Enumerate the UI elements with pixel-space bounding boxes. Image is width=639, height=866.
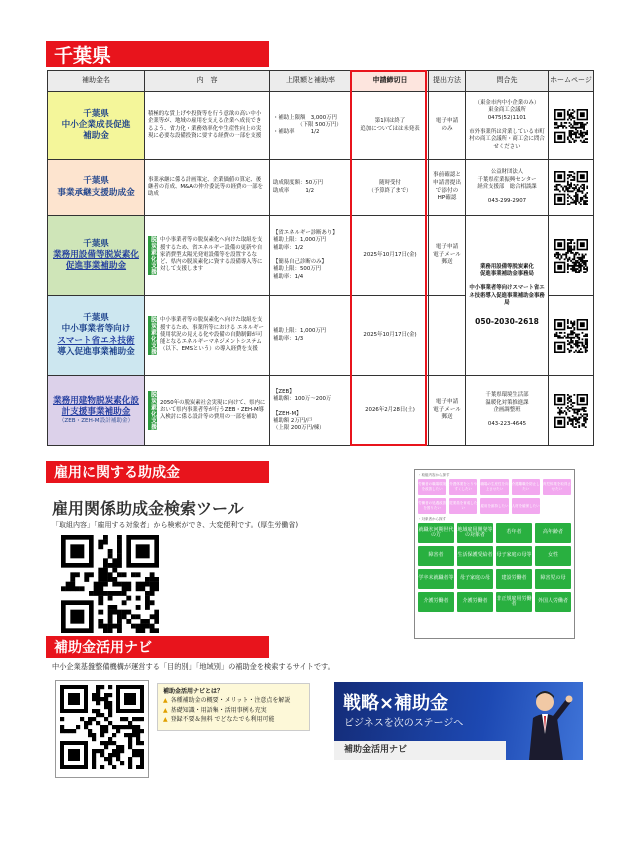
- target-button[interactable]: 建設労働者: [496, 569, 532, 589]
- grant-method: 電子申請 電子メール 郵送: [429, 216, 466, 296]
- col-header-method: 提出方法: [429, 71, 466, 92]
- table-row: [48, 216, 594, 296]
- col-header-content: 内 容: [145, 71, 270, 92]
- banner-footer: 補助金活用ナビ: [334, 741, 506, 760]
- qr-code-icon: [549, 109, 593, 143]
- target-button[interactable]: 障害児の母: [535, 569, 571, 589]
- grant-method: 電子申請 電子メール 郵送: [429, 376, 466, 446]
- tool-qr[interactable]: [61, 535, 159, 637]
- grant-contact: 千葉県環境生活部 温暖化対策推進課 企画調整班 043-223-4645: [466, 376, 549, 446]
- grant-limit: 助成限度額：50万円 助成率 1/2: [270, 160, 352, 216]
- purpose-button[interactable]: 従業員を育成したい: [449, 498, 477, 514]
- homepage-qr[interactable]: [549, 296, 594, 376]
- target-button[interactable]: 生活保護受給者: [457, 546, 493, 566]
- qr-code-icon: [549, 239, 593, 273]
- navi-box-item: ▲ 基礎知識・用語集・活用事例も充実: [163, 706, 267, 714]
- homepage-qr[interactable]: [549, 376, 594, 446]
- grant-method: 電子申請 のみ: [429, 92, 466, 160]
- grant-limit: 【ZEB】 補助額：100万～200万 【ZEH-M】 補助額 2万円/戸 （上限 200万円/棟）: [270, 376, 352, 446]
- homepage-qr[interactable]: [549, 160, 594, 216]
- grant-content: 脱炭素化支援 中小事業者等の脱炭素化へ向けた取組を支援するため、省エネルギー設備の更新や自家消費型太陽光発電設備等を設置するなど、県内の脱炭素化に資する設備導入等に対して支援します: [145, 216, 270, 296]
- bulb-icon: ▲: [163, 697, 168, 705]
- col-header-limit: 上限額と補助率: [270, 71, 352, 92]
- decarbonization-tag: 脱炭素化支援: [149, 316, 157, 355]
- qr-code-icon: [61, 618, 159, 637]
- purpose-button[interactable]: 職場の生産性を向上させたい: [480, 479, 508, 495]
- grant-deadline: 2025年10月17日(金): [352, 296, 429, 376]
- navi-header: [46, 636, 269, 658]
- tool-title: 雇用関係助成金検索ツール: [52, 499, 244, 518]
- target-button[interactable]: 介護労働者: [457, 592, 493, 612]
- grant-limit: 補助上限：1,000万円 補助率：1/3: [270, 296, 352, 376]
- qr-code-icon: [549, 171, 593, 205]
- grant-method: [429, 296, 466, 376]
- grant-table: [47, 70, 594, 446]
- target-button[interactable]: 非正規雇用労働者: [496, 592, 532, 612]
- businessman-illustration: [511, 688, 575, 760]
- employment-header: [46, 461, 269, 483]
- col-header-contact: 問合先: [466, 71, 549, 92]
- col-header-deadline: 申請締切日: [352, 71, 429, 92]
- homepage-qr[interactable]: [549, 216, 594, 296]
- qr-code-icon: [60, 754, 144, 773]
- grant-deadline: 随時受付 （予算終了まで）: [352, 160, 429, 216]
- grant-content: 脱炭素化支援 2050年の脱炭素社会実現に向けて、県内において県内事業者等が行うZEB・ZEH-M導入検討に係る設計等の費用の一部を補助: [145, 376, 270, 446]
- col-header-homepage: ホームページ: [549, 71, 594, 92]
- grant-name: 千葉県 事業承継支援助成金: [48, 160, 145, 216]
- grant-deadline: 2026年2月28日(土): [352, 376, 429, 446]
- purpose-button[interactable]: 労働者の職場環境を改善したい: [418, 479, 446, 495]
- target-button[interactable]: 女性: [535, 546, 571, 566]
- tool-thumbnail[interactable]: ・取組内容から探す 労働者の職場環境を改善したい 介護休業をとりやすくしたい 職場の生産性を向上させたい 介護離職を防止したい 育児休業を取得させたい 労働者の処遇改善を図りたい 従業員を育成したい 雇用を維持したい 人材を確保したい ・対象者から探す 就職氷河期世代の方 地域雇用開発等の対象者 若年者 高年齢者 障害者 生活保護受給者 母子家庭の母等 女性 学卒未就職者等 母子家庭の母 建設労働者 障害児の母 介護労働者 介護労働者 非正規雇用労働者 外国人労働者: [414, 469, 575, 639]
- col-header-name: 補助金名: [48, 71, 145, 92]
- navi-banner[interactable]: [334, 682, 583, 760]
- prefecture-title: 千葉県: [54, 44, 112, 67]
- grant-content: 積極的な賃上げや投資等を行う意欲の高い中小企業等が、地域の雇用を支える企業へ成長できるよう、省力化・業務効率化や生産性向上の実現に必要な設備投資に要する経費の一部を支援: [145, 92, 270, 160]
- purpose-button[interactable]: 雇用を維持したい: [480, 498, 508, 514]
- target-button[interactable]: 地域雇用開発等の対象者: [457, 523, 493, 543]
- navi-box-item: ▲ 登録不要＆無料 でどなたでも利用可能: [163, 715, 275, 723]
- navi-box-item: ▲ 各種補助金の概要・メリット・注意点を解説: [163, 697, 291, 705]
- grant-content: 脱炭素化支援 中小事業者等の脱炭素化へ向けた取組を支援するため、事業所等における エネルギー使用状況の見える化や設備の自動制御が可能となるエネルギーマネジメントシステム（以下、EMSという）の導入経費を支援: [145, 296, 270, 376]
- target-button[interactable]: 母子家庭の母: [457, 569, 493, 589]
- grant-limit: ・補助上限額 3,000万円 （下限 500万円） ・補助率 1/2: [270, 92, 352, 160]
- target-button[interactable]: 介護労働者: [418, 592, 454, 612]
- grant-deadline: 第1回は終了 追加についてはは未発表: [352, 92, 429, 160]
- grant-name: 業務用建物脱炭素化設計支援事業補助金 （ZEB・ZEH-M設計補助金）: [48, 376, 145, 446]
- target-button[interactable]: 高年齢者: [535, 523, 571, 543]
- navi-box-title: 補助金活用ナビとは？: [163, 688, 224, 695]
- target-button[interactable]: 外国人労働者: [535, 592, 571, 612]
- purpose-grid: [418, 479, 571, 514]
- table-row: [48, 160, 594, 216]
- table-row: [48, 376, 594, 446]
- banner-title: 戦略×補助金: [343, 693, 449, 714]
- target-button[interactable]: 若年者: [496, 523, 532, 543]
- purpose-button[interactable]: 労働者の処遇改善を図りたい: [418, 498, 446, 514]
- bulb-icon: ▲: [163, 715, 168, 723]
- navi-title: 補助金活用ナビ: [54, 640, 152, 656]
- grant-limit: 【省エネルギー診断あり】 補助上限：1,000万円 補助率：1/2 【簡易自己診断のみ】 補助上限：500万円 補助率：1/4: [270, 216, 352, 296]
- decarbonization-tag: 脱炭素化支援: [149, 236, 157, 275]
- target-button[interactable]: 学卒未就職者等: [418, 569, 454, 589]
- target-grid: [418, 523, 571, 612]
- navi-info-box: [157, 683, 310, 731]
- target-button[interactable]: 障害者: [418, 546, 454, 566]
- grant-content: 事業承継に係る計画策定、企業価値の算定、後継者の育成、M&Aの仲介委託等の経費の一部を助成: [145, 160, 270, 216]
- banner-subtitle: ビジネスを次のステージへ: [344, 718, 464, 729]
- employment-title: 雇用に関する助成金: [54, 465, 180, 481]
- navi-qr[interactable]: [55, 680, 149, 778]
- grant-name: 千葉県 業務用設備等脱炭素化促進事業補助金: [48, 216, 145, 296]
- homepage-qr[interactable]: [549, 92, 594, 160]
- table-header-row: [48, 71, 594, 92]
- grant-contact-shared: 業務用設備等脱炭素化 促進事業補助金事務局 中小事業者等向けスマート省エネ技術導入促進事業補助金事務局 050-2030-2618: [466, 216, 549, 376]
- target-button[interactable]: 就職氷河期世代の方: [418, 523, 454, 543]
- grant-contact: （東金市内中小企業のみ） 東金商工会議所 0475(52)1101 市外事業所は営業している市町村の商工会議所・商工会に問合せください: [466, 92, 549, 160]
- grant-deadline: 2025年10月17日(金): [352, 216, 429, 296]
- grant-method: 事前確認と 申請書提出 で添付の HP確認: [429, 160, 466, 216]
- purpose-button[interactable]: 育児休業を取得させたい: [543, 479, 571, 495]
- purpose-button[interactable]: 介護離職を防止したい: [512, 479, 540, 495]
- bulb-icon: ▲: [163, 706, 168, 714]
- purpose-button[interactable]: 人材を確保したい: [512, 498, 540, 514]
- grant-contact: 公益財団法人 千葉県産業振興センター 経営支援部 総合相談課 043-299-2907: [466, 160, 549, 216]
- grant-name: 千葉県 中小事業者等向け スマート省エネ技術 導入促進事業補助金: [48, 296, 145, 376]
- qr-code-icon: [549, 319, 593, 353]
- prefecture-header: [46, 41, 269, 67]
- contact-phone: 050-2030-2618: [475, 317, 539, 327]
- purpose-button[interactable]: 介護休業をとりやすくしたい: [449, 479, 477, 495]
- grant-name: 千葉県 中小企業成長促進 補助金: [48, 92, 145, 160]
- target-button[interactable]: 母子家庭の母等: [496, 546, 532, 566]
- navi-description: 中小企業基盤整備機構が運営する「目的別」「地域別」の補助金を検索するサイトです。: [52, 662, 335, 671]
- table-row: [48, 92, 594, 160]
- qr-code-icon: [549, 394, 593, 428]
- tool-description: 「取組内容」「雇用する対象者」から検索ができ、大変便利です。(厚生労働省): [52, 521, 299, 529]
- decarbonization-tag: 脱炭素化支援: [149, 391, 157, 430]
